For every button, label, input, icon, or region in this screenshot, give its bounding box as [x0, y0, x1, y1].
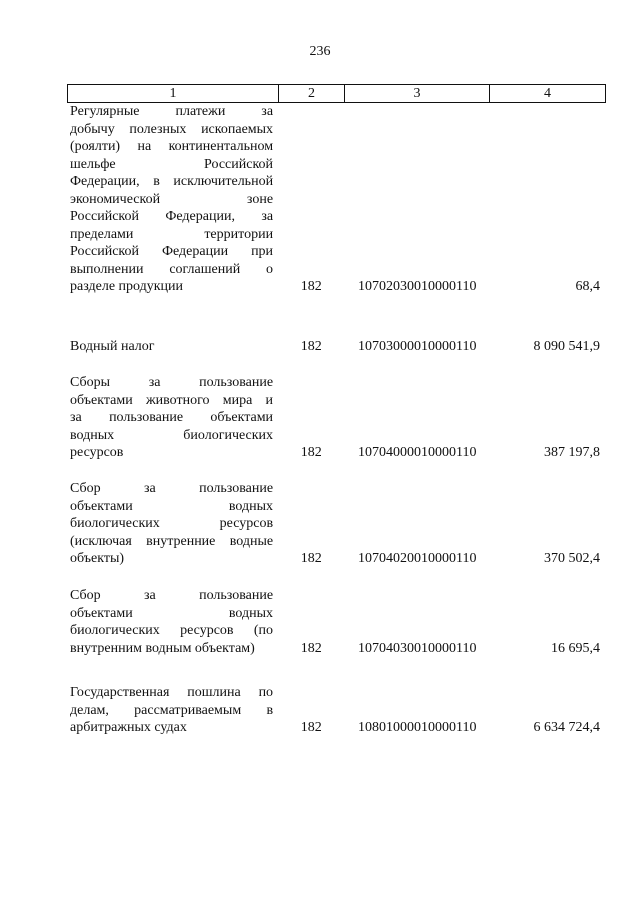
header-col-3: 3	[345, 85, 490, 102]
row-name-line: арбитражных судах	[70, 720, 187, 735]
row-name-line: Регулярные платежи за	[70, 104, 274, 119]
row-name-line: объектами животного мира и	[70, 392, 274, 408]
row-kbk: 10801000010000110	[357, 720, 477, 735]
row-amount: 16 695,4	[551, 640, 600, 656]
row-name-line: экономической зоне	[70, 191, 274, 207]
row-name	[67, 587, 273, 657]
row-name	[67, 103, 273, 296]
row-code: 182	[300, 640, 322, 656]
row-name-line: внутренним водным объектам)	[70, 640, 255, 656]
row-name	[67, 480, 273, 568]
row-name-line: ресурсов	[70, 445, 124, 460]
row-name-line: добычу полезных ископаемых	[70, 121, 274, 137]
table-row	[67, 338, 604, 356]
row-name-line: водных биологических	[70, 427, 274, 443]
row-code: 182	[300, 279, 322, 294]
row-name-line: Сбор за пользование	[70, 481, 274, 496]
row-code: 182	[300, 445, 322, 460]
row-name-line: (исключая внутренние водные	[70, 533, 274, 549]
row-code: 182	[300, 720, 322, 735]
row-kbk: 10704030010000110	[357, 640, 477, 656]
row-name-line: разделе продукции	[70, 279, 184, 294]
row-name-line: биологических ресурсов (по	[70, 623, 274, 638]
row-name-line: пределами территории	[70, 226, 274, 242]
row-name-line: Сборы за пользование	[70, 375, 274, 390]
row-name-line: Сбор за пользование	[70, 588, 274, 603]
row-name-line: (роялти) на континентальном	[70, 139, 274, 154]
row-code: 182	[300, 339, 322, 354]
header-col-2: 2	[279, 85, 345, 102]
row-name	[67, 684, 273, 737]
row-amount: 370 502,4	[544, 551, 600, 566]
row-name-line: объектами водных	[70, 605, 274, 621]
page-number: 236	[309, 44, 331, 59]
row-name-line: биологических ресурсов	[70, 516, 274, 531]
table-header	[67, 84, 606, 103]
row-amount: 387 197,8	[544, 445, 600, 460]
row-name	[67, 338, 273, 356]
table-row	[67, 587, 604, 657]
row-kbk: 10704000010000110	[357, 445, 477, 460]
row-amount: 68,4	[575, 279, 600, 294]
table-row	[67, 374, 604, 462]
row-name-line: Российской Федерации, за	[70, 209, 274, 224]
row-kbk: 10704020010000110	[357, 551, 477, 566]
table-row	[67, 480, 604, 568]
table-row	[67, 684, 604, 737]
row-name-line: Водный налог	[70, 339, 155, 354]
row-name-line: Государственная пошлина по	[70, 685, 274, 700]
row-name	[67, 374, 273, 462]
row-name-line: выполнении соглашений о	[70, 261, 274, 277]
row-amount: 6 634 724,4	[533, 720, 600, 735]
row-name-line: объектами водных	[70, 498, 274, 514]
row-name-line: Российской Федерации при	[70, 244, 274, 259]
header-col-1: 1	[68, 85, 279, 102]
row-name-line: Федерации, в исключительной	[70, 174, 274, 189]
row-name-line: делам, рассматриваемым в	[70, 702, 274, 718]
row-kbk: 10702030010000110	[357, 279, 477, 294]
row-name-line: объекты)	[70, 551, 125, 566]
row-name-line: за пользование объектами	[70, 410, 274, 425]
row-amount: 8 090 541,9	[533, 339, 600, 354]
row-name-line: шельфе Российской	[70, 156, 274, 172]
header-col-4: 4	[544, 86, 551, 101]
row-code: 182	[300, 551, 322, 566]
row-kbk: 10703000010000110	[357, 339, 477, 354]
table-row	[67, 103, 604, 296]
